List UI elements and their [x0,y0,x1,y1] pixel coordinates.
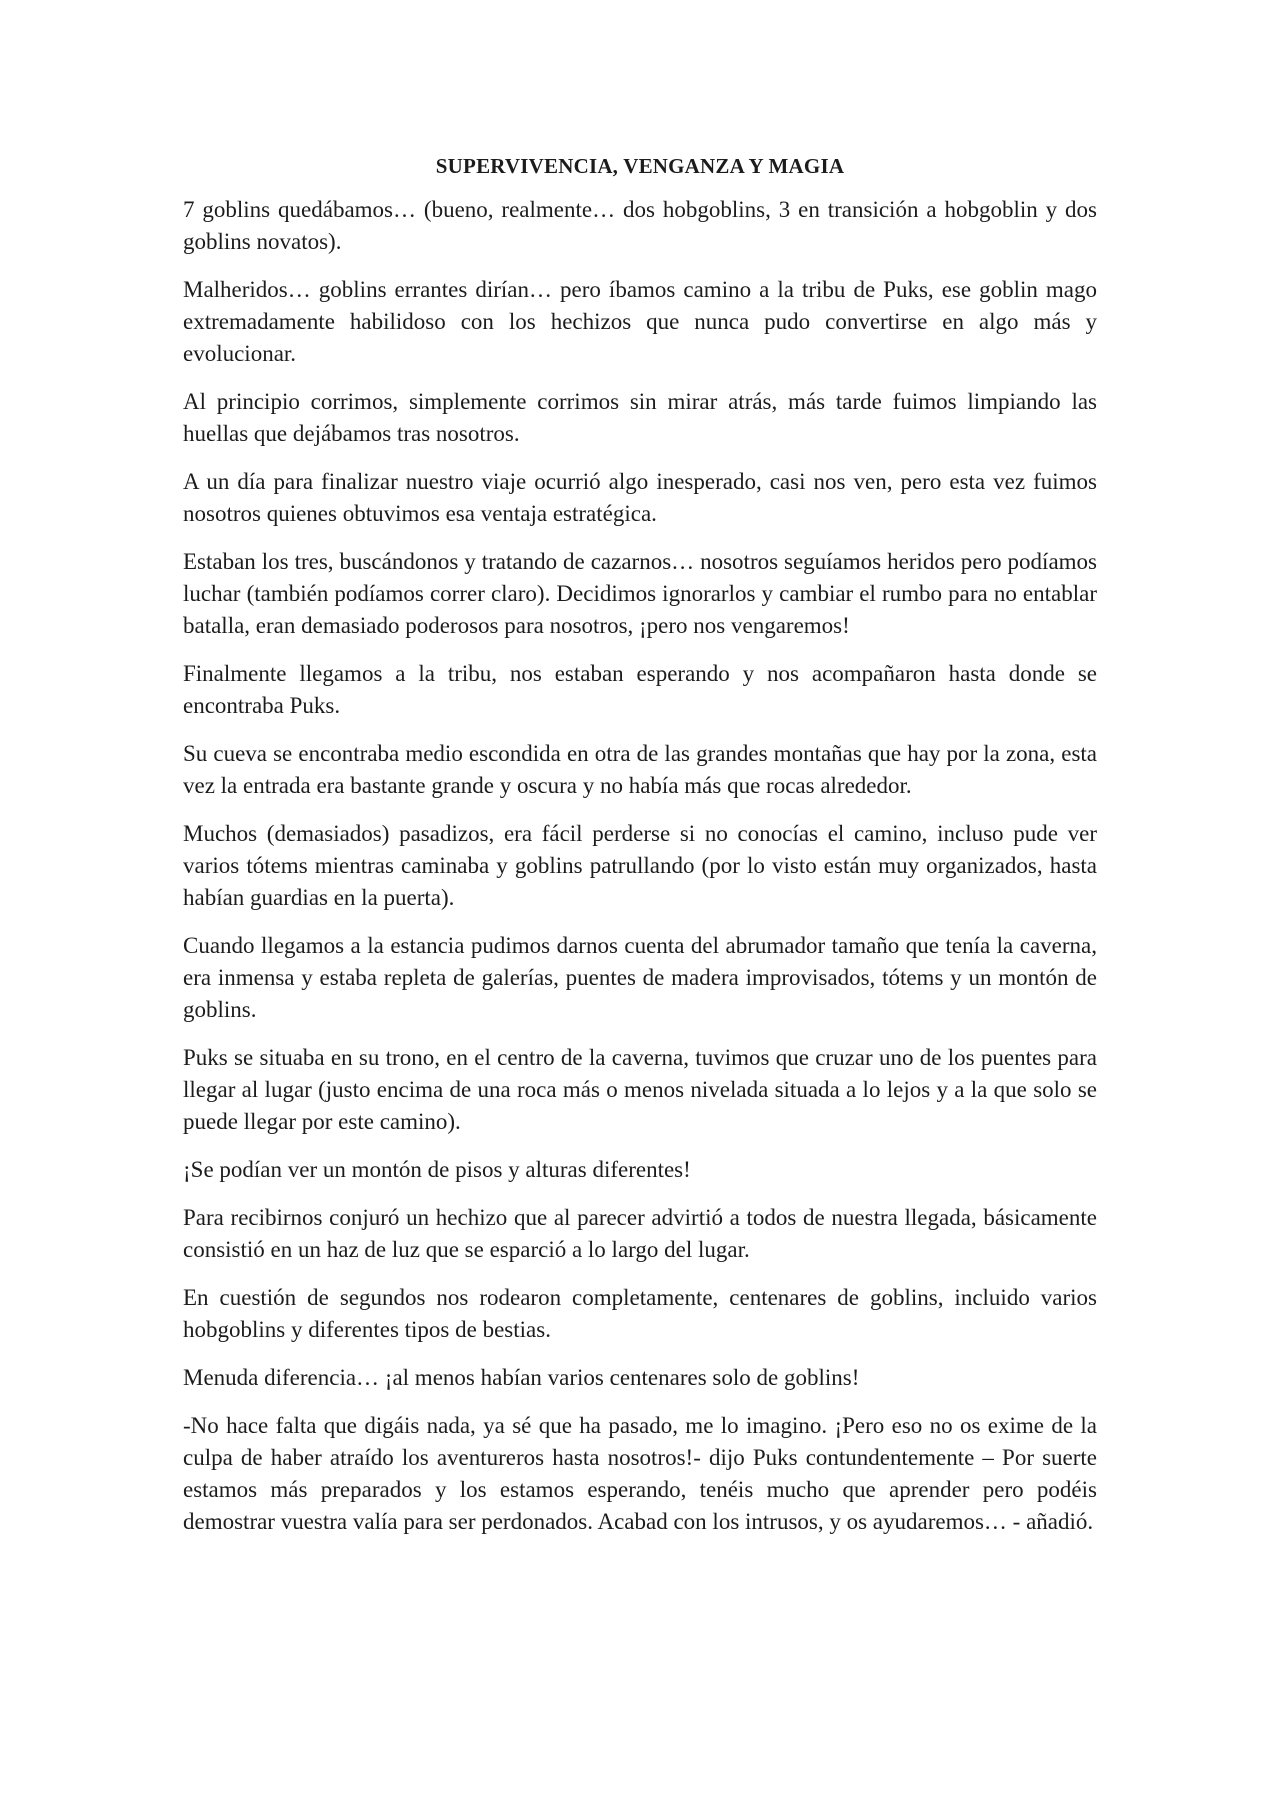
paragraph-5: Estaban los tres, buscándonos y tratando de cazarnos… nosotros seguíamos heridos pero podíamos luchar (también podíamos correr claro). Decidimos ignorarlos y cambiar el rumbo para no entablar batalla, eran demasiado poderosos para nosotros, ¡pero nos vengaremos! [183,549,1097,638]
paragraph-2: Malheridos… goblins errantes dirían… pero íbamos camino a la tribu de Puks, ese goblin mago extremadamente habilidoso con los hechizos que nunca pudo convertirse en algo más y evolucionar. [183,277,1097,366]
paragraph-10: Puks se situaba en su trono, en el centro de la caverna, tuvimos que cruzar uno de los puentes para llegar al lugar (justo encima de una roca más o menos nivelada situada a lo lejos y a la que solo se puede llegar por este camino). [183,1045,1097,1134]
document-body [183,150,1097,1554]
paragraph-3: Al principio corrimos, simplemente corrimos sin mirar atrás, más tarde fuimos limpiando las huellas que dejábamos tras nosotros. [183,389,1097,446]
document-title: SUPERVIVENCIA, VENGANZA Y MAGIA [435,154,845,178]
paragraph-14: Menuda diferencia… ¡al menos habían varios centenares solo de goblins! [183,1365,860,1390]
paragraph-9: Cuando llegamos a la estancia pudimos darnos cuenta del abrumador tamaño que tenía la caverna, era inmensa y estaba repleta de galerías, puentes de madera improvisados, tótems y un montón de goblins. [183,933,1097,1022]
paragraph-11: ¡Se podían ver un montón de pisos y alturas diferentes! [183,1157,691,1182]
paragraph-12: Para recibirnos conjuró un hechizo que al parecer advirtió a todos de nuestra llegada, básicamente consistió en un haz de luz que se esparció a lo largo del lugar. [183,1205,1097,1262]
paragraph-7: Su cueva se encontraba medio escondida en otra de las grandes montañas que hay por la zona, esta vez la entrada era bastante grande y oscura y no había más que rocas alrededor. [183,741,1097,798]
paragraph-4: A un día para finalizar nuestro viaje ocurrió algo inesperado, casi nos ven, pero esta vez fuimos nosotros quienes obtuvimos esa ventaja estratégica. [183,469,1097,526]
paragraph-13: En cuestión de segundos nos rodearon completamente, centenares de goblins, incluido varios hobgoblins y diferentes tipos de bestias. [183,1285,1097,1342]
paragraph-15: -No hace falta que digáis nada, ya sé que ha pasado, me lo imagino. ¡Pero eso no os exime de la culpa de haber atraído los aventureros hasta nosotros!- dijo Puks contundentemente – Por suerte estamos más preparados y los estamos esperando, tenéis mucho que aprender pero podéis demostrar vuestra valía para ser perdonados. Acabad con los intrusos, y os ayudaremos… - añadió. [183,1413,1097,1534]
paragraph-1: 7 goblins quedábamos… (bueno, realmente… dos hobgoblins, 3 en transición a hobgoblin y dos goblins novatos). [183,197,1097,254]
paragraph-6: Finalmente llegamos a la tribu, nos estaban esperando y nos acompañaron hasta donde se encontraba Puks. [183,661,1097,718]
paragraph-8: Muchos (demasiados) pasadizos, era fácil perderse si no conocías el camino, incluso pude ver varios tótems mientras caminaba y goblins patrullando (por lo visto están muy organizados, hasta habían guardias en la puerta). [183,821,1097,910]
